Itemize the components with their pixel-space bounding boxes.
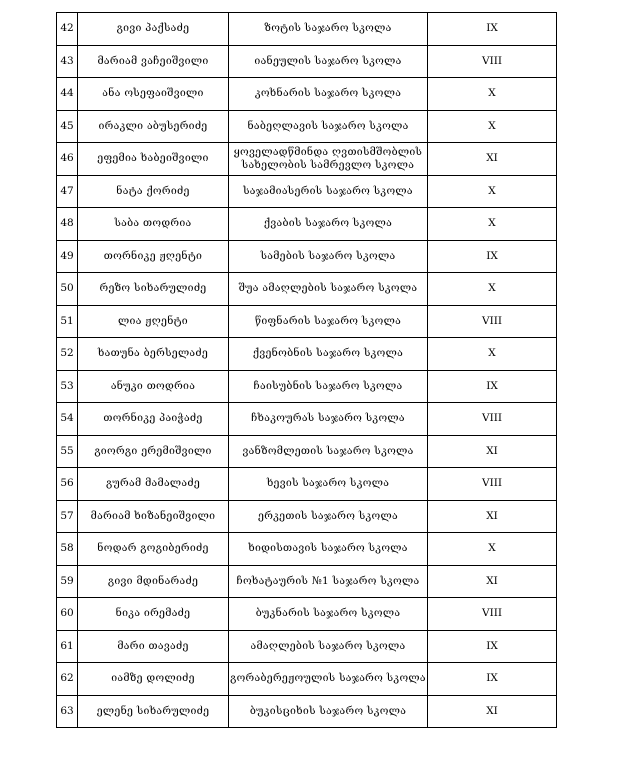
student-name-cell xyxy=(78,435,229,468)
grade-level: XI xyxy=(486,704,498,717)
student-name-cell xyxy=(78,208,229,241)
table-row xyxy=(57,273,557,306)
row-number-cell xyxy=(57,403,78,436)
student-name: იამზე დოლიძე xyxy=(111,672,195,685)
school-name: კოხნარის საჯარო სკოლა xyxy=(254,87,402,100)
student-name-cell xyxy=(78,78,229,111)
grade-level-cell xyxy=(428,45,557,78)
student-name: გურამ მამალაძე xyxy=(105,477,201,490)
row-number: 58 xyxy=(60,542,74,555)
row-number-cell xyxy=(57,305,78,338)
grade-level-cell xyxy=(428,338,557,371)
grade-level: VIII xyxy=(481,314,503,327)
row-number-cell xyxy=(57,370,78,403)
school-name: იანეულის საჯარო სკოლა xyxy=(254,54,402,67)
student-name: ნოდარ გოგიბერიძე xyxy=(97,542,209,555)
school-name: ქვაბის საჯარო სკოლა xyxy=(263,217,393,230)
grade-level-cell xyxy=(428,175,557,208)
school-name: შუა ამაღლების საჯარო სკოლა xyxy=(238,282,418,295)
table-row xyxy=(57,435,557,468)
school-name-cell xyxy=(229,533,428,566)
row-number-cell xyxy=(57,208,78,241)
row-number: 63 xyxy=(60,704,74,717)
student-name-cell xyxy=(78,240,229,273)
school-name-cell xyxy=(229,338,428,371)
school-name-cell xyxy=(229,630,428,663)
grade-level: IX xyxy=(486,672,498,685)
row-number-cell xyxy=(57,630,78,663)
student-name: თორნიკე პაიჭაძე xyxy=(103,412,203,425)
student-name: ირაკლი აბუსერიძე xyxy=(98,119,208,132)
grade-level-cell xyxy=(428,13,557,46)
table-row xyxy=(57,533,557,566)
row-number-cell xyxy=(57,240,78,273)
row-number-cell xyxy=(57,13,78,46)
grade-level-cell xyxy=(428,663,557,696)
table-row xyxy=(57,468,557,501)
school-name-cell xyxy=(229,370,428,403)
school-name: ნაბეღლავის საჯარო სკოლა xyxy=(247,119,409,132)
row-number-cell xyxy=(57,45,78,78)
student-name: ანუკი თოდრია xyxy=(110,379,196,392)
school-name-cell xyxy=(229,13,428,46)
table-row xyxy=(57,500,557,533)
student-name: ნიკა ირემაძე xyxy=(115,607,191,620)
school-name: ამაღლების საჯარო სკოლა xyxy=(250,639,406,652)
grade-level-cell xyxy=(428,533,557,566)
row-number-cell xyxy=(57,273,78,306)
student-name-cell xyxy=(78,403,229,436)
table-row xyxy=(57,240,557,273)
grade-level: IX xyxy=(486,379,498,392)
school-name: ბუკნარის საჯარო სკოლა xyxy=(255,607,401,620)
student-name-cell xyxy=(78,143,229,176)
grade-level-cell xyxy=(428,110,557,143)
grade-level: X xyxy=(488,87,496,100)
student-name: გივი პაქსაძე xyxy=(116,22,190,35)
grade-level: XI xyxy=(486,152,498,165)
school-name-cell xyxy=(229,45,428,78)
table-row xyxy=(57,13,557,46)
grade-level-cell xyxy=(428,208,557,241)
school-name: წიფნარის საჯარო სკოლა xyxy=(254,314,402,327)
student-name: ხათუნა ბერსელაძე xyxy=(97,347,209,360)
student-name-cell xyxy=(78,305,229,338)
school-name-cell xyxy=(229,403,428,436)
grade-level-cell xyxy=(428,273,557,306)
grade-level-cell xyxy=(428,435,557,468)
student-name-cell xyxy=(78,500,229,533)
school-name: ბუკისციხის საჯარო სკოლა xyxy=(249,704,407,717)
school-name: ჩოხატაურის №1 საჯარო სკოლა xyxy=(236,574,420,587)
student-name-cell xyxy=(78,45,229,78)
student-name-cell xyxy=(78,630,229,663)
row-number-cell xyxy=(57,695,78,728)
row-number: 45 xyxy=(60,119,74,132)
grade-level: VIII xyxy=(481,54,503,67)
school-name: ვანზომლეთის საჯარო სკოლა xyxy=(242,444,414,457)
grade-level: VIII xyxy=(481,477,503,490)
table-row xyxy=(57,78,557,111)
school-name-cell xyxy=(229,598,428,631)
table-row xyxy=(57,370,557,403)
student-name: ლია ჟღენტი xyxy=(118,314,188,327)
grade-level: X xyxy=(488,542,496,555)
school-name: ჩაისუბნის საჯარო სკოლა xyxy=(253,379,403,392)
table-row xyxy=(57,403,557,436)
school-name: ქვენობნის საჯარო სკოლა xyxy=(252,347,404,360)
student-name-cell xyxy=(78,695,229,728)
student-name-cell xyxy=(78,338,229,371)
student-name-cell xyxy=(78,273,229,306)
school-name-cell xyxy=(229,143,428,176)
table-row xyxy=(57,338,557,371)
grade-level: IX xyxy=(486,22,498,35)
grade-level: XI xyxy=(486,444,498,457)
school-name-cell xyxy=(229,273,428,306)
row-number: 47 xyxy=(60,184,74,197)
grade-level-cell xyxy=(428,240,557,273)
grade-level: X xyxy=(488,347,496,360)
student-name: ნატა ქორიძე xyxy=(116,184,190,197)
student-name-cell xyxy=(78,370,229,403)
row-number: 51 xyxy=(60,314,74,327)
row-number: 53 xyxy=(60,379,74,392)
table-row xyxy=(57,695,557,728)
row-number: 56 xyxy=(60,477,74,490)
row-number-cell xyxy=(57,338,78,371)
participants-table xyxy=(56,12,557,728)
grade-level: IX xyxy=(486,639,498,652)
grade-level-cell xyxy=(428,370,557,403)
table-row xyxy=(57,663,557,696)
school-name-cell xyxy=(229,78,428,111)
row-number-cell xyxy=(57,78,78,111)
student-name-cell xyxy=(78,663,229,696)
grade-level: X xyxy=(488,119,496,132)
table-row xyxy=(57,565,557,598)
student-name: რეზო სიხარულიძე xyxy=(99,282,207,295)
school-name-cell xyxy=(229,663,428,696)
school-name-cell xyxy=(229,435,428,468)
row-number-cell xyxy=(57,110,78,143)
student-name: გივი მდინარაძე xyxy=(107,574,199,587)
row-number-cell xyxy=(57,500,78,533)
row-number: 42 xyxy=(60,22,74,35)
school-name: ერკეთის საჯარო სკოლა xyxy=(258,509,398,522)
table-row xyxy=(57,630,557,663)
grade-level-cell xyxy=(428,143,557,176)
grade-level: XI xyxy=(486,509,498,522)
row-number: 52 xyxy=(60,347,74,360)
student-name: გიორგი ერემიშვილი xyxy=(94,444,212,457)
school-name: გორაბერეჟოულის საჯარო სკოლა xyxy=(230,672,426,685)
student-name-cell xyxy=(78,598,229,631)
school-name: ჩხაკოურას საჯარო სკოლა xyxy=(251,412,405,425)
row-number-cell xyxy=(57,598,78,631)
school-name: ხევის საჯარო სკოლა xyxy=(266,477,390,490)
student-name: მარიამ ხიზანეიშვილი xyxy=(90,509,216,522)
row-number-cell xyxy=(57,143,78,176)
row-number: 49 xyxy=(60,249,74,262)
school-name: საჯამიასერის საჯარო სკოლა xyxy=(243,184,413,197)
grade-level-cell xyxy=(428,630,557,663)
row-number: 44 xyxy=(60,87,74,100)
school-name-cell xyxy=(229,695,428,728)
grade-level-cell xyxy=(428,468,557,501)
grade-level: VIII xyxy=(481,607,503,620)
table-body xyxy=(57,13,557,728)
row-number: 46 xyxy=(60,152,74,165)
school-name-cell xyxy=(229,110,428,143)
row-number: 48 xyxy=(60,217,74,230)
student-name-cell xyxy=(78,175,229,208)
row-number-cell xyxy=(57,663,78,696)
school-name-cell xyxy=(229,240,428,273)
school-name-cell xyxy=(229,305,428,338)
student-name-cell xyxy=(78,565,229,598)
grade-level: X xyxy=(488,217,496,230)
student-name-cell xyxy=(78,533,229,566)
row-number: 43 xyxy=(60,54,74,67)
school-name: ყოველადწმინდა ღვთისმშობლის სახელობის სამრევლო სკოლა xyxy=(233,145,423,171)
row-number: 54 xyxy=(60,412,74,425)
table-row xyxy=(57,143,557,176)
row-number: 59 xyxy=(60,574,74,587)
student-name-cell xyxy=(78,468,229,501)
school-name-cell xyxy=(229,565,428,598)
row-number-cell xyxy=(57,533,78,566)
row-number-cell xyxy=(57,468,78,501)
row-number: 61 xyxy=(60,639,74,652)
grade-level: X xyxy=(488,184,496,197)
student-name: ელენე სიხარულიძე xyxy=(96,704,210,717)
row-number: 50 xyxy=(60,282,74,295)
row-number-cell xyxy=(57,565,78,598)
grade-level-cell xyxy=(428,695,557,728)
grade-level-cell xyxy=(428,403,557,436)
row-number-cell xyxy=(57,175,78,208)
grade-level: VIII xyxy=(481,412,503,425)
student-name: ანა ოსეფაიშვილი xyxy=(102,87,204,100)
row-number: 60 xyxy=(60,607,74,620)
school-name-cell xyxy=(229,500,428,533)
school-name: ხიდისთავის საჯარო სკოლა xyxy=(248,542,408,555)
table-row xyxy=(57,175,557,208)
student-name: საბა თოდრია xyxy=(114,217,192,230)
grade-level: X xyxy=(488,282,496,295)
row-number: 55 xyxy=(60,444,74,457)
student-name-cell xyxy=(78,13,229,46)
school-name: სამების საჯარო სკოლა xyxy=(260,249,396,262)
grade-level: XI xyxy=(486,574,498,587)
grade-level-cell xyxy=(428,500,557,533)
school-name-cell xyxy=(229,208,428,241)
row-number-cell xyxy=(57,435,78,468)
student-name: მარი თავაძე xyxy=(117,639,189,652)
table-row xyxy=(57,45,557,78)
grade-level-cell xyxy=(428,565,557,598)
table-row xyxy=(57,110,557,143)
grade-level-cell xyxy=(428,78,557,111)
school-name-cell xyxy=(229,175,428,208)
student-name: ეფემია ხაბეიშვილი xyxy=(97,152,209,165)
table-row xyxy=(57,598,557,631)
row-number: 62 xyxy=(60,672,74,685)
student-name-cell xyxy=(78,110,229,143)
school-name-cell xyxy=(229,468,428,501)
row-number: 57 xyxy=(60,509,74,522)
grade-level: IX xyxy=(486,249,498,262)
table-row xyxy=(57,208,557,241)
school-name: ზოტის საჯარო სკოლა xyxy=(264,22,392,35)
student-name: მარიამ ვაჩეიშვილი xyxy=(97,54,209,67)
grade-level-cell xyxy=(428,305,557,338)
table-row xyxy=(57,305,557,338)
student-name: თორნიკე ჟღენტი xyxy=(103,249,203,262)
grade-level-cell xyxy=(428,598,557,631)
